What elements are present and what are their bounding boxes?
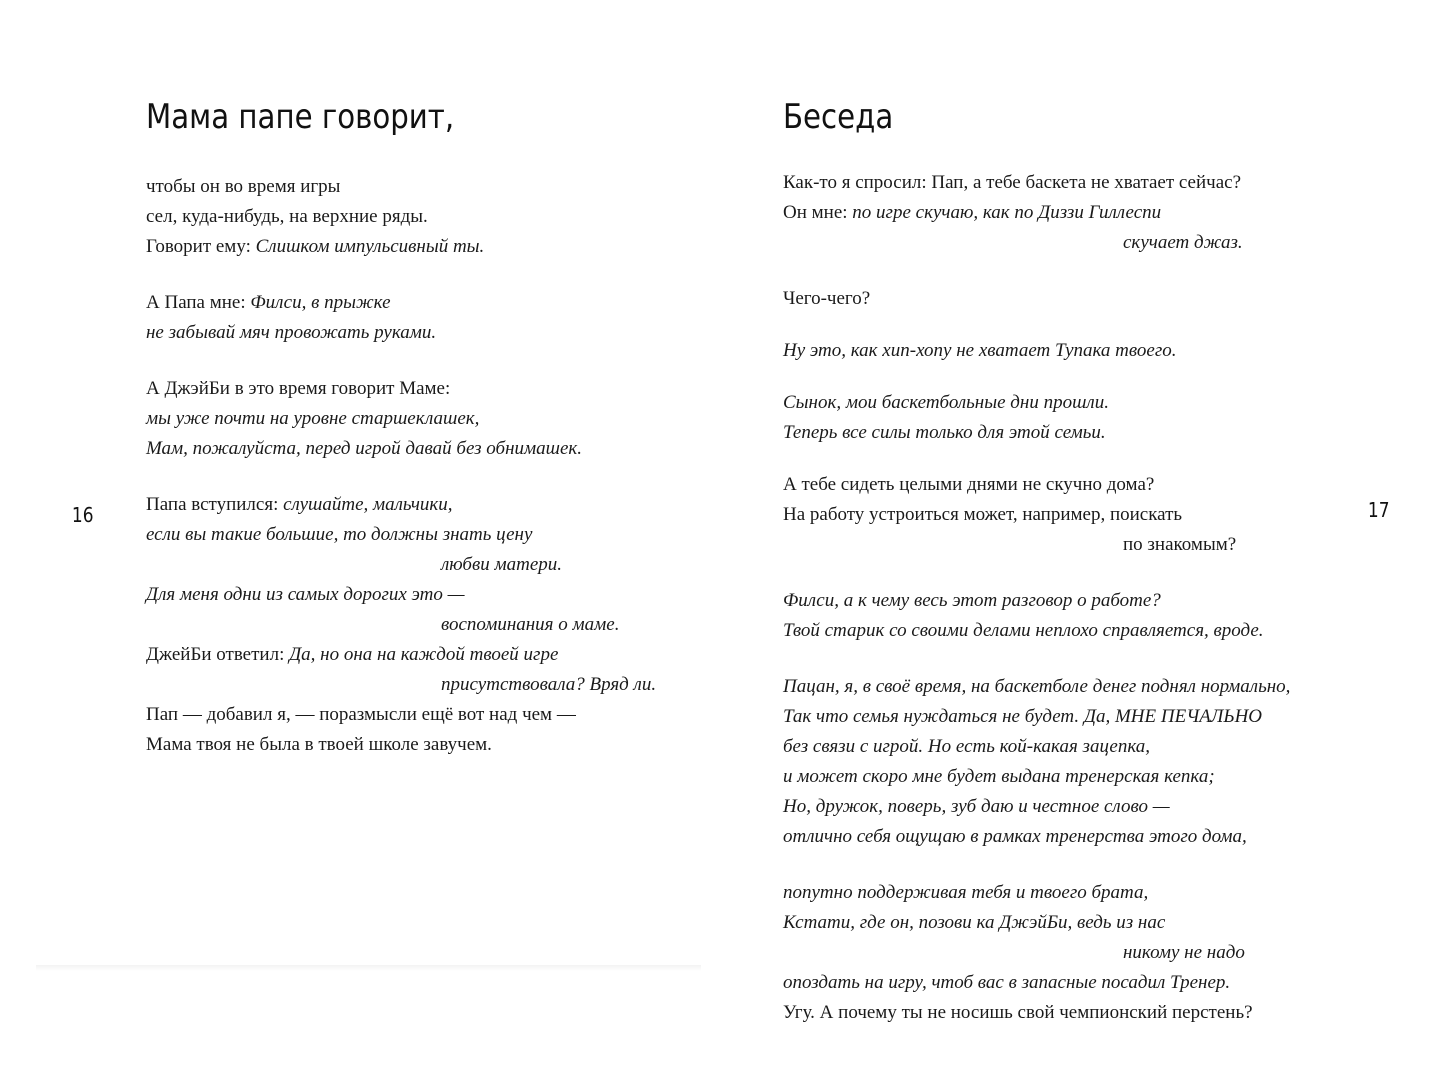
line-segment: Сынок, мои баскетбольные дни прошли.: [783, 392, 1109, 413]
line-segment: по игре скучаю, как по Диззи Гиллеспи: [852, 202, 1162, 223]
poem-line: [783, 792, 1423, 822]
line-segment: Но, дружок, поверь, зуб даю и честное слово —: [783, 796, 1170, 817]
page-edge-shadow: [36, 965, 701, 971]
poem-line: [783, 586, 1423, 616]
line-segment: Слишком импульсивный ты.: [255, 236, 485, 257]
line-segment: и может скоро мне будет выдана тренерская кепка;: [783, 766, 1215, 787]
line-segment: по знакомым?: [1123, 534, 1237, 555]
line-segment: Он мне:: [783, 202, 853, 223]
poem-line: [783, 530, 1423, 560]
poem-line: [146, 640, 706, 670]
line-segment: Мам, пожалуйста, перед игрой давай без обнимашек.: [146, 438, 583, 459]
line-segment: Говорит ему:: [146, 236, 256, 257]
line-segment: слушайте, мальчики,: [283, 494, 453, 515]
stanza-gap: [146, 348, 706, 374]
poem-line: [146, 580, 706, 610]
poem-line: [783, 878, 1423, 908]
poem-line: [783, 968, 1423, 998]
right-page: [718, 0, 1435, 1080]
poem-line: [783, 908, 1423, 938]
poem-line: [783, 998, 1423, 1028]
poem-line: [783, 198, 1423, 228]
line-segment: Чего-чего?: [783, 288, 871, 309]
line-segment: А тебе сидеть целыми днями не скучно дома?: [783, 474, 1155, 495]
poem-line: [783, 336, 1423, 366]
poem-line: [783, 672, 1423, 702]
line-segment: присутствовала? Вряд ли.: [441, 674, 657, 695]
line-segment: скучает джаз.: [1123, 232, 1243, 253]
line-segment: Для меня одни из самых дорогих это —: [146, 584, 465, 605]
page-number: 16: [71, 503, 94, 527]
poem-line: [783, 702, 1423, 732]
poem-line: [146, 232, 706, 262]
line-segment: мы уже почти на уровне старшеклашек,: [146, 408, 480, 429]
poem-line: [146, 700, 706, 730]
poem-line: [783, 228, 1423, 258]
stanza-gap: [783, 852, 1423, 878]
stanza-gap: [783, 646, 1423, 672]
line-segment: Папа вступился:: [146, 494, 284, 515]
line-segment: опоздать на игру, чтоб вас в запасные посадил Тренер.: [783, 972, 1231, 993]
poem-line: [146, 670, 706, 700]
poem-line: [783, 470, 1423, 500]
poem-line: [783, 616, 1423, 646]
poem-line: [146, 172, 706, 202]
line-segment: Ну это, как хип-хопу не хватает Тупака твоего.: [783, 340, 1177, 361]
line-segment: если вы такие большие, то должны знать цену: [146, 524, 533, 545]
line-segment: отлично себя ощущаю в рамках тренерства этого дома,: [783, 826, 1247, 847]
line-segment: сел, куда-нибудь, на верхние ряды.: [146, 206, 428, 227]
poem-line: [146, 520, 706, 550]
page-number: 17: [1367, 498, 1390, 522]
line-segment: Филси, в прыжке: [250, 292, 391, 313]
line-segment: Филси, а к чему весь этот разговор о работе?: [783, 590, 1161, 611]
line-segment: ДжейБи ответил:: [146, 644, 290, 665]
line-segment: На работу устроиться может, например, поискать: [783, 504, 1183, 525]
line-segment: А Папа мне:: [146, 292, 251, 313]
page-title: Беседа: [783, 97, 894, 137]
stanza-gap: [146, 464, 706, 490]
line-segment: Как-то я спросил: Пап, а тебе баскета не хватает сейчас?: [783, 172, 1242, 193]
poem-line: [783, 500, 1423, 530]
poem-line: [146, 404, 706, 434]
poem-line: [783, 418, 1423, 448]
poem-text: [783, 168, 1423, 1028]
poem-line: [146, 434, 706, 464]
poem-line: [146, 610, 706, 640]
poem-line: [783, 284, 1423, 314]
line-segment: Да, но она на каждой твоей игре: [289, 644, 559, 665]
line-segment: Так что семья нуждаться не будет. Да, МНЕ ПЕЧАЛЬНО: [783, 706, 1263, 727]
line-segment: чтобы он во время игры: [146, 176, 341, 197]
stanza-gap: [146, 262, 706, 288]
page-title: Мама папе говорит,: [146, 97, 455, 137]
line-segment: никому не надо: [1123, 942, 1245, 963]
line-segment: Пацан, я, в своё время, на баскетболе денег поднял нормально,: [783, 676, 1291, 697]
poem-line: [146, 374, 706, 404]
poem-line: [146, 202, 706, 232]
poem-line: [783, 388, 1423, 418]
stanza-gap: [783, 258, 1423, 284]
poem-line: [783, 168, 1423, 198]
poem-line: [783, 938, 1423, 968]
poem-line: [146, 288, 706, 318]
stanza-gap: [783, 560, 1423, 586]
poem-line: [783, 762, 1423, 792]
line-segment: Угу. А почему ты не носишь свой чемпионский перстень?: [783, 1002, 1253, 1023]
line-segment: Теперь все силы только для этой семьи.: [783, 422, 1106, 443]
line-segment: попутно поддерживая тебя и твоего брата,: [783, 882, 1149, 903]
poem-line: [146, 318, 706, 348]
line-segment: Твой старик со своими делами неплохо справляется, вроде.: [783, 620, 1264, 641]
poem-line: [146, 550, 706, 580]
line-segment: Кстати, где он, позови ка ДжэйБи, ведь из нас: [783, 912, 1166, 933]
line-segment: любви матери.: [441, 554, 563, 575]
stanza-gap: [783, 448, 1423, 470]
line-segment: без связи с игрой. Но есть кой-какая зацепка,: [783, 736, 1151, 757]
poem-text: [146, 172, 706, 760]
stanza-gap: [783, 314, 1423, 336]
line-segment: воспоминания о маме.: [441, 614, 620, 635]
line-segment: не забывай мяч провожать руками.: [146, 322, 437, 343]
line-segment: Пап — добавил я, — поразмысли ещё вот над чем —: [146, 704, 576, 725]
line-segment: Мама твоя не была в твоей школе завучем.: [146, 734, 492, 755]
poem-line: [146, 730, 706, 760]
poem-line: [783, 732, 1423, 762]
line-segment: А ДжэйБи в это время говорит Маме:: [146, 378, 451, 399]
stanza-gap: [783, 366, 1423, 388]
poem-line: [146, 490, 706, 520]
poem-line: [783, 822, 1423, 852]
